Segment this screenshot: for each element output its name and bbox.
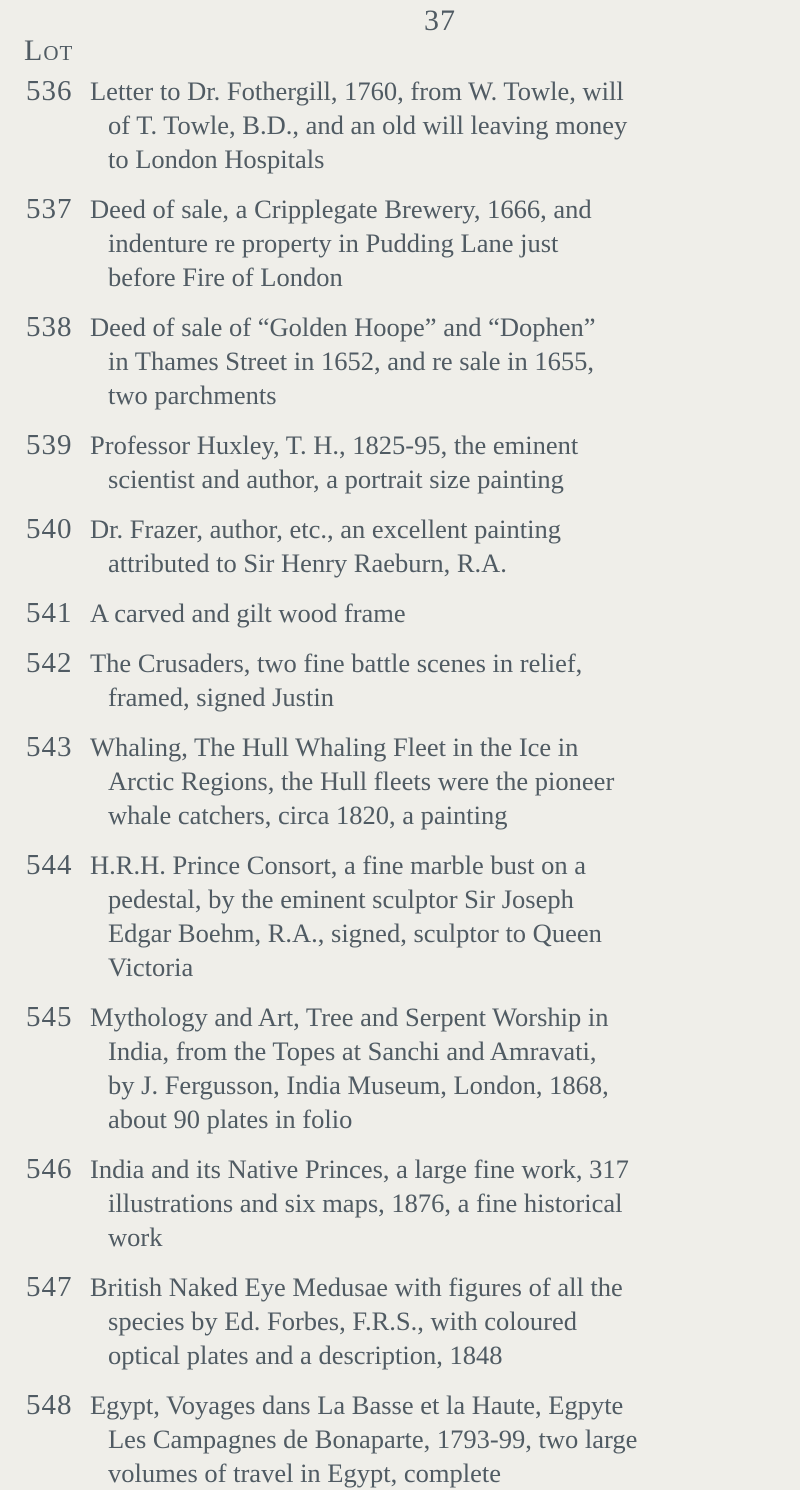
- lot-entry: [0, 192, 800, 294]
- lot-entry: [0, 74, 800, 176]
- lot-description-line: before Fire of London: [108, 262, 343, 292]
- lot-number: 541: [26, 597, 73, 629]
- lot-entry: [0, 596, 800, 630]
- lot-description: [90, 512, 770, 580]
- lot-description-line: Arctic Regions, the Hull fleets were the pioneer: [108, 766, 615, 796]
- lot-description-line: Letter to Dr. Fothergill, 1760, from W. Towle, will: [90, 76, 624, 106]
- lot-description-line: A carved and gilt wood frame: [90, 598, 406, 628]
- lot-number: 544: [26, 849, 73, 881]
- lot-description-line: Deed of sale, a Cripplegate Brewery, 1666, and: [90, 194, 592, 224]
- lot-description-line: India and its Native Princes, a large fine work, 317: [90, 1154, 629, 1184]
- lot-description-line: Whaling, The Hull Whaling Fleet in the Ice in: [90, 732, 579, 762]
- lot-description-line: framed, signed Justin: [108, 682, 334, 712]
- lot-description-line: British Naked Eye Medusae with figures of all the: [90, 1272, 623, 1302]
- lot-description-line: species by Ed. Forbes, F.R.S., with coloured: [108, 1306, 577, 1336]
- page-number: 37: [424, 4, 456, 37]
- lot-description-line: of T. Towle, B.D., and an old will leaving money: [108, 110, 628, 140]
- lot-description-line: attributed to Sir Henry Raeburn, R.A.: [108, 548, 507, 578]
- lot-description: [90, 1270, 770, 1372]
- lot-description-line: H.R.H. Prince Consort, a fine marble bust on a: [90, 850, 587, 880]
- lot-description-line: Deed of sale of “Golden Hoope” and “Dophen”: [90, 312, 596, 342]
- lot-description: [90, 646, 770, 714]
- lot-description-line: pedestal, by the eminent sculptor Sir Joseph: [108, 884, 574, 914]
- lot-number: 545: [26, 1001, 73, 1033]
- lot-number: 542: [26, 647, 73, 679]
- lot-entry: [0, 1388, 800, 1490]
- lot-description: [90, 1000, 770, 1136]
- lot-entry: [0, 730, 800, 832]
- lot-number: 546: [26, 1153, 73, 1185]
- lot-description-line: scientist and author, a portrait size painting: [108, 464, 564, 494]
- lot-entry: [0, 1000, 800, 1136]
- lot-description: [90, 1388, 770, 1490]
- lot-number: 539: [26, 429, 73, 461]
- lot-entry: [0, 1270, 800, 1372]
- lot-description: [90, 730, 770, 832]
- lot-entry: [0, 1152, 800, 1254]
- lot-description: [90, 596, 770, 630]
- lot-description-line: The Crusaders, two fine battle scenes in relief,: [90, 648, 583, 678]
- lot-description-line: Mythology and Art, Tree and Serpent Worship in: [90, 1002, 609, 1032]
- lot-number: 547: [26, 1271, 73, 1303]
- lot-description: [90, 310, 770, 412]
- lot-description-line: India, from the Topes at Sanchi and Amravati,: [108, 1036, 597, 1066]
- lot-description-line: Victoria: [108, 952, 194, 982]
- lot-description: [90, 848, 770, 984]
- lot-list: [0, 74, 800, 1490]
- lot-description-line: to London Hospitals: [108, 144, 325, 174]
- lot-description-line: Professor Huxley, T. H., 1825-95, the eminent: [90, 430, 579, 460]
- lot-number: 537: [26, 193, 73, 225]
- lot-entry: [0, 512, 800, 580]
- lot-description-line: indenture re property in Pudding Lane just: [108, 228, 559, 258]
- lot-description-line: volumes of travel in Egypt, complete: [108, 1458, 501, 1488]
- lot-entry: [0, 428, 800, 496]
- lot-description: [90, 74, 770, 176]
- lot-description-line: Edgar Boehm, R.A., signed, sculptor to Queen: [108, 918, 602, 948]
- lot-description-line: illustrations and six maps, 1876, a fine historical: [108, 1188, 623, 1218]
- lot-entry: [0, 848, 800, 984]
- lot-description-line: whale catchers, circa 1820, a painting: [108, 800, 508, 830]
- lot-description: [90, 428, 770, 496]
- lot-description-line: Les Campagnes de Bonaparte, 1793-99, two large: [108, 1424, 638, 1454]
- lot-entry: [0, 646, 800, 714]
- lot-description: [90, 192, 770, 294]
- lot-entry: [0, 310, 800, 412]
- lot-description-line: two parchments: [108, 380, 277, 410]
- lot-description-line: in Thames Street in 1652, and re sale in 1655,: [108, 346, 594, 376]
- lot-description: [90, 1152, 770, 1254]
- lot-description-line: Dr. Frazer, author, etc., an excellent painting: [90, 514, 562, 544]
- lot-number: 536: [26, 75, 73, 107]
- lot-description-line: optical plates and a description, 1848: [108, 1340, 503, 1370]
- lot-number: 548: [26, 1389, 73, 1421]
- lot-column-header: Lot: [24, 34, 74, 67]
- lot-number: 543: [26, 731, 73, 763]
- lot-description-line: about 90 plates in folio: [108, 1104, 353, 1134]
- lot-description-line: Egypt, Voyages dans La Basse et la Haute, Egpyte: [90, 1390, 624, 1420]
- lot-description-line: by J. Fergusson, India Museum, London, 1868,: [108, 1070, 609, 1100]
- lot-description-line: work: [108, 1222, 163, 1252]
- lot-number: 540: [26, 513, 73, 545]
- lot-number: 538: [26, 311, 73, 343]
